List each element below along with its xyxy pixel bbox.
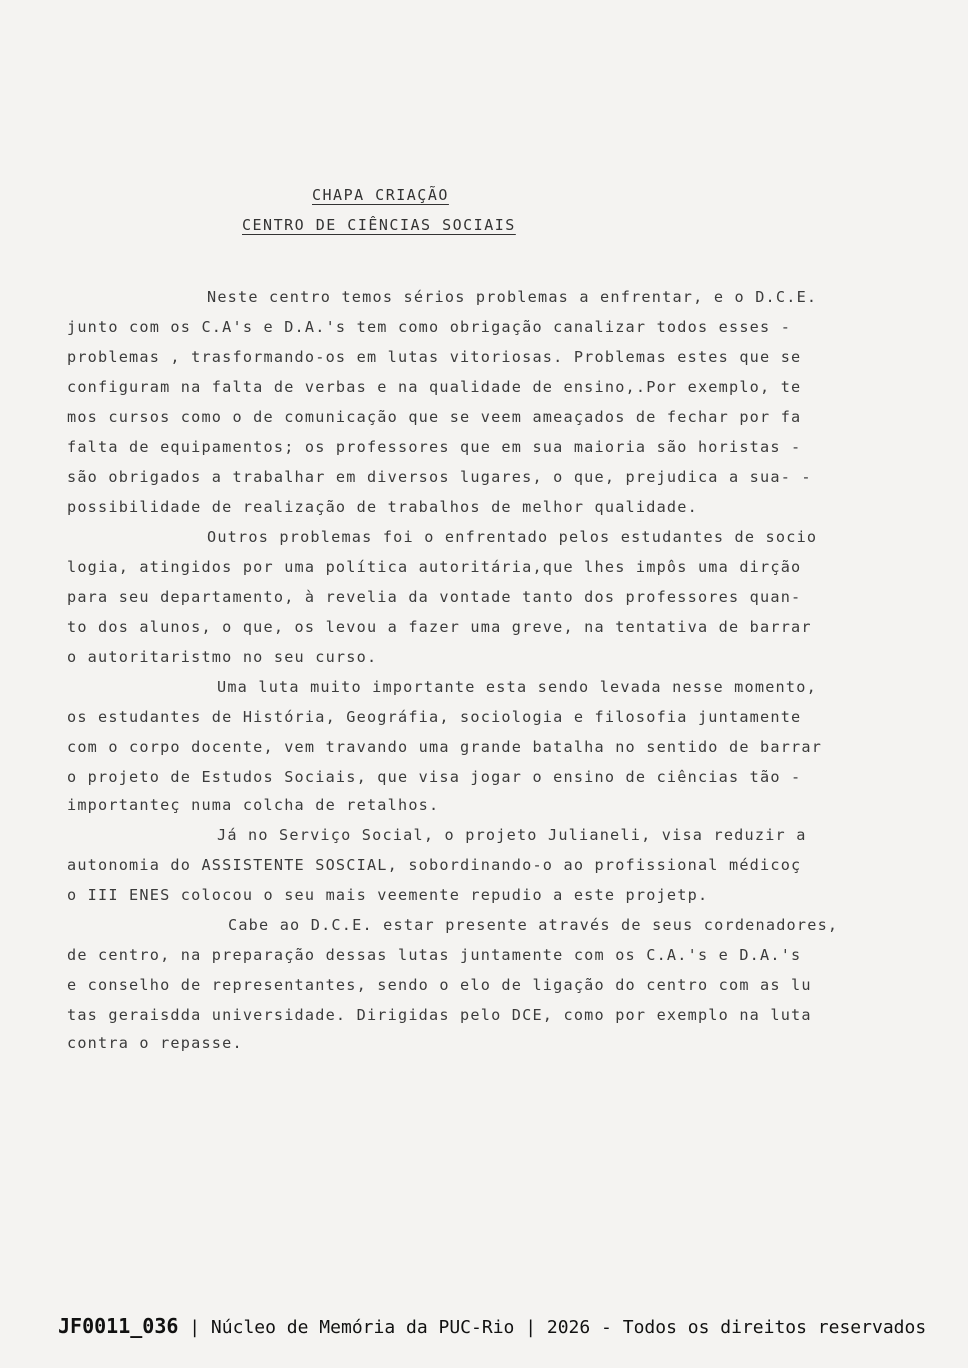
- text-line: são obrigados a trabalhar em diversos lugares, o que, prejudica a sua- -: [67, 468, 812, 486]
- text-line: para seu departamento, à revelia da vontade tanto dos professores quan-: [67, 588, 802, 606]
- footer-text: | Núcleo de Memória da PUC-Rio | 2026 - Todos os direitos reservados: [178, 1317, 927, 1338]
- footer-watermark: [58, 1314, 926, 1338]
- text-line: o III ENES colocou o seu mais veemente repudio a este projetp.: [67, 886, 709, 904]
- document-subtitle: CENTRO DE CIÊNCIAS SOCIAIS: [242, 216, 516, 234]
- text-line: contra o repasse.: [67, 1034, 243, 1052]
- text-line: o autoritaristmo no seu curso.: [67, 648, 378, 666]
- text-line: o projeto de Estudos Sociais, que visa jogar o ensino de ciências tão -: [67, 768, 802, 786]
- text-line: Uma luta muito importante esta sendo levada nesse momento,: [217, 678, 817, 696]
- text-line: Já no Serviço Social, o projeto Julianeli, visa reduzir a: [217, 826, 807, 844]
- text-line: importanteç numa colcha de retalhos.: [67, 796, 440, 814]
- text-line: logia, atingidos por uma política autoritária,que lhes impôs uma dirção: [67, 558, 802, 576]
- text-line: problemas , trasformando-os em lutas vitoriosas. Problemas estes que se: [67, 348, 802, 366]
- document-title: CHAPA CRIAÇÃO: [312, 186, 449, 204]
- text-line: to dos alunos, o que, os levou a fazer uma greve, na tentativa de barrar: [67, 618, 812, 636]
- text-line: os estudantes de História, Geográfia, sociologia e filosofia juntamente: [67, 708, 802, 726]
- text-line: possibilidade de realização de trabalhos de melhor qualidade.: [67, 498, 698, 516]
- text-line: de centro, na preparação dessas lutas juntamente com os C.A.'s e D.A.'s: [67, 946, 802, 964]
- text-line: tas geraisdda universidade. Dirigidas pelo DCE, como por exemplo na luta: [67, 1006, 812, 1024]
- text-line: configuram na falta de verbas e na qualidade de ensino,.Por exemplo, te: [67, 378, 802, 396]
- text-line: Cabe ao D.C.E. estar presente através de seus cordenadores,: [228, 916, 839, 934]
- text-line: Outros problemas foi o enfrentado pelos estudantes de socio: [207, 528, 818, 546]
- text-line: junto com os C.A's e D.A.'s tem como obrigação canalizar todos esses -: [67, 318, 792, 336]
- text-line: mos cursos como o de comunicação que se veem ameaçados de fechar por fa: [67, 408, 802, 426]
- archive-code: JF0011_036: [58, 1314, 179, 1338]
- text-line: autonomia do ASSISTENTE SOSCIAL, sobordinando-o ao profissional médicoç: [67, 856, 802, 874]
- text-line: com o corpo docente, vem travando uma grande batalha no sentido de barrar: [67, 738, 823, 756]
- text-line: falta de equipamentos; os professores que em sua maioria são horistas -: [67, 438, 802, 456]
- text-line: e conselho de representantes, sendo o elo de ligação do centro com as lu: [67, 976, 812, 994]
- text-line: Neste centro temos sérios problemas a enfrentar, e o D.C.E.: [207, 288, 818, 306]
